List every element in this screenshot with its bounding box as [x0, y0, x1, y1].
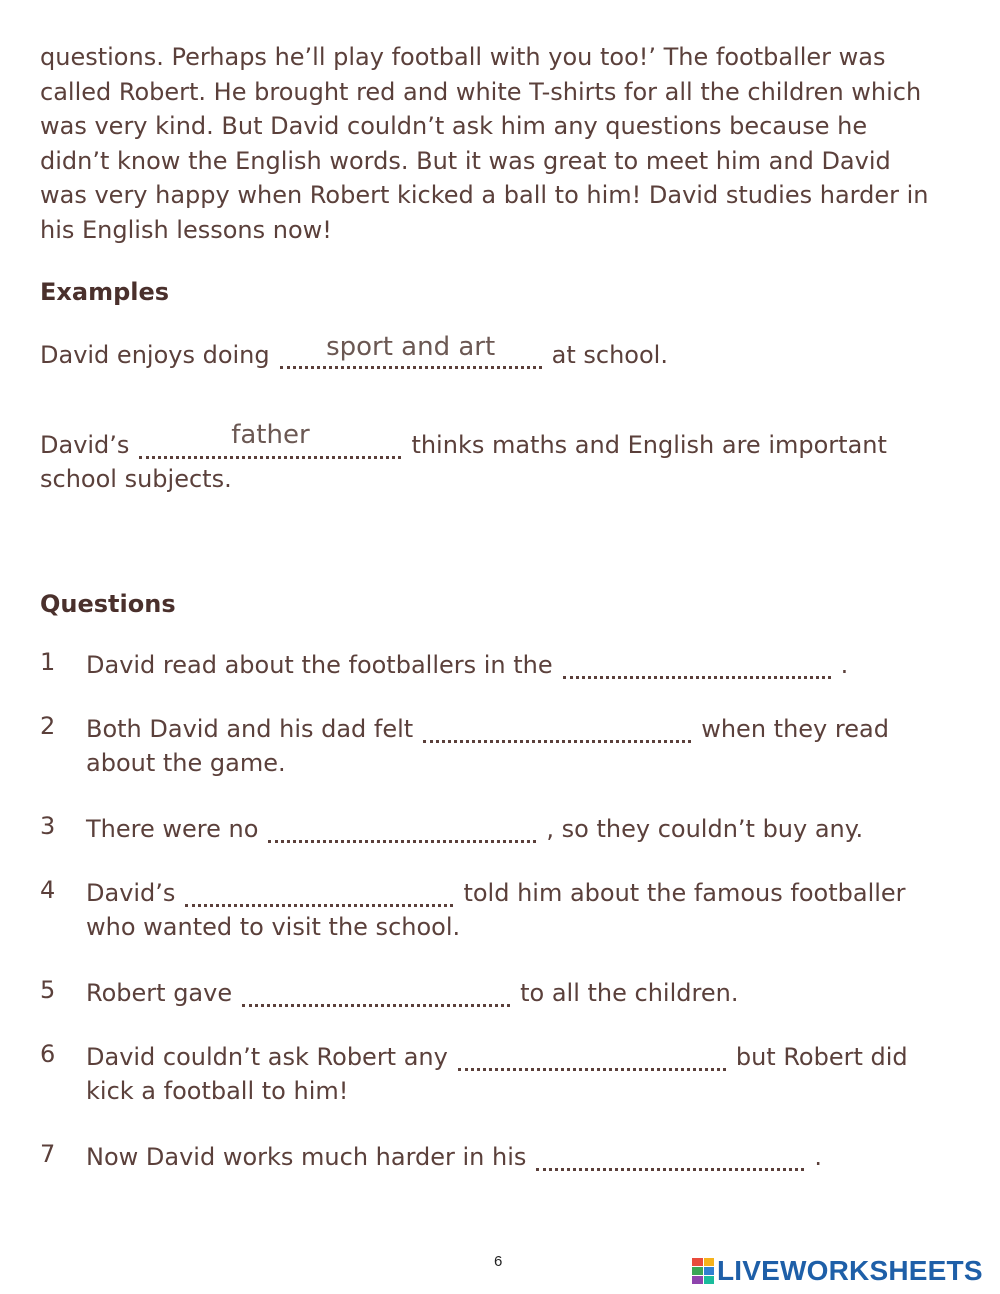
example-2	[40, 420, 920, 496]
question-text: David read about the footballers in the	[86, 651, 553, 679]
question-text: to all the children.	[520, 979, 739, 1007]
questions-heading: Questions	[40, 590, 176, 618]
example-text: school subjects.	[40, 465, 232, 493]
answer-blank-7[interactable]	[536, 1140, 804, 1171]
question-text: David couldn’t ask Robert any	[86, 1043, 448, 1071]
question-text: when they read	[701, 715, 889, 743]
answer-blank-4[interactable]	[185, 876, 453, 907]
logo-tile	[704, 1258, 715, 1266]
question-text: , so they couldn’t buy any.	[546, 815, 864, 843]
question-number: 3	[40, 812, 56, 840]
question-3	[40, 812, 920, 846]
answer-blank	[139, 420, 401, 459]
question-number: 6	[40, 1040, 56, 1068]
question-text: .	[814, 1143, 823, 1171]
example-text: thinks maths and English are important	[411, 431, 887, 459]
question-text: David’s	[86, 879, 176, 907]
passage-line: his English lessons now!	[40, 215, 332, 244]
examples-heading: Examples	[40, 278, 170, 306]
question-number: 2	[40, 712, 56, 740]
passage-line: called Robert. He brought red and white T-shirts for all the children which	[40, 77, 922, 106]
example-answer: father	[231, 420, 310, 450]
liveworksheets-logo-icon	[692, 1258, 714, 1284]
logo-tile	[704, 1276, 715, 1284]
answer-blank-3[interactable]	[268, 812, 536, 843]
passage-line: was very kind. But David couldn’t ask him any questions because he	[40, 112, 868, 140]
question-text: about the game.	[86, 749, 286, 777]
story-passage	[40, 40, 940, 247]
logo-tile	[704, 1267, 715, 1275]
passage-line: questions. Perhaps he’ll play football with you too!’ The footballer was	[40, 43, 886, 71]
example-1	[40, 332, 668, 369]
answer-blank-5[interactable]	[242, 976, 510, 1007]
brand-name: LIVEWORKSHEETS	[717, 1255, 983, 1286]
question-text: but Robert did	[735, 1043, 908, 1071]
question-text: Now David works much harder in his	[86, 1143, 527, 1171]
question-6	[40, 1040, 920, 1108]
answer-blank-2[interactable]	[423, 712, 691, 743]
example-text: David enjoys doing	[40, 341, 270, 369]
page-number: 6	[494, 1253, 503, 1270]
example-answer: sport and art	[326, 332, 496, 362]
example-text: at school.	[551, 341, 668, 369]
answer-blank-1[interactable]	[563, 648, 831, 679]
question-number: 7	[40, 1140, 56, 1168]
question-5	[40, 976, 920, 1010]
logo-tile	[692, 1276, 703, 1284]
passage-line: was very happy when Robert kicked a ball to him! David studies harder in	[40, 181, 929, 209]
question-text: told him about the famous footballer	[463, 879, 906, 907]
question-text: Both David and his dad felt	[86, 715, 414, 743]
question-number: 5	[40, 976, 56, 1004]
question-text: Robert gave	[86, 979, 233, 1007]
question-text: kick a football to him!	[86, 1077, 349, 1105]
question-text: There were no	[86, 815, 259, 843]
liveworksheets-logo[interactable]	[692, 1253, 983, 1289]
answer-blank-6[interactable]	[458, 1040, 726, 1071]
example-text: David’s	[40, 431, 130, 459]
question-number: 4	[40, 876, 56, 904]
question-2	[40, 712, 920, 780]
answer-blank	[280, 332, 542, 369]
question-1	[40, 648, 920, 682]
question-number: 1	[40, 648, 56, 676]
passage-line: didn’t know the English words. But it was great to meet him and David	[40, 146, 891, 175]
question-4	[40, 876, 920, 944]
question-text: who wanted to visit the school.	[86, 913, 461, 941]
logo-tile	[692, 1267, 703, 1275]
logo-tile	[692, 1258, 703, 1266]
question-7	[40, 1140, 920, 1174]
question-text: .	[840, 651, 849, 679]
